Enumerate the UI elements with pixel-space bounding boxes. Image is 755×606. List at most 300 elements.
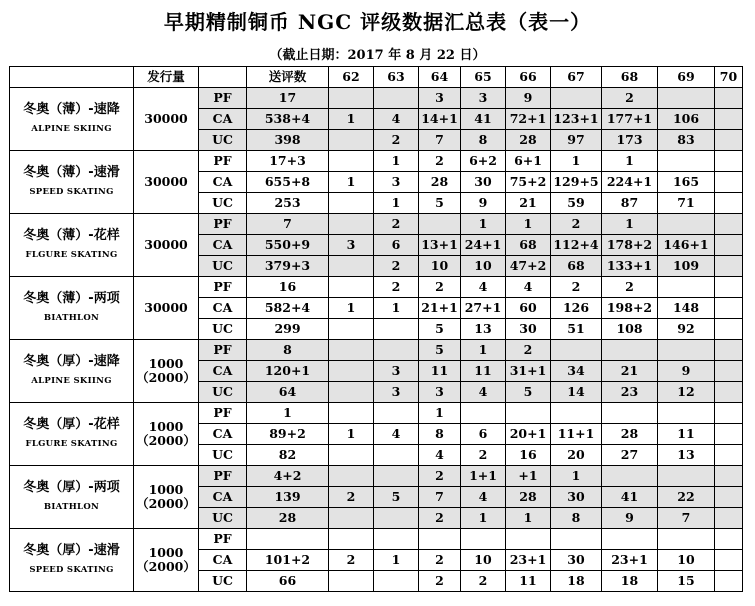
issue-cell: [134, 151, 199, 214]
year-count-cell: 1+1: [461, 466, 506, 487]
table-row: [10, 403, 743, 424]
year-count-cell: 22: [658, 487, 715, 508]
grade-label: PF: [199, 529, 247, 550]
header-grade-blank: [199, 67, 247, 88]
year-count-cell: 92: [658, 319, 715, 340]
grade-label: PF: [199, 340, 247, 361]
coin-name-cn: 冬奥（薄）-两项: [23, 290, 120, 306]
coin-name-en: SPEED SKATING: [29, 186, 114, 197]
issue-value: （2000）: [136, 496, 196, 511]
year-count-cell: 23+1: [506, 550, 551, 571]
issue-cell: [134, 466, 199, 529]
year-count-cell: 6: [461, 424, 506, 445]
year-count-cell: 2: [419, 550, 461, 571]
year-count-cell: 11: [461, 361, 506, 382]
coin-name-en: SPEED SKATING: [29, 564, 114, 575]
year-count-cell: 1: [506, 508, 551, 529]
year-count-cell: 27: [602, 445, 658, 466]
year-count-cell: [715, 550, 743, 571]
year-count-cell: 1: [602, 151, 658, 172]
year-count-cell: [715, 487, 743, 508]
grade-label: PF: [199, 466, 247, 487]
table-row: [10, 151, 743, 172]
year-count-cell: 21: [506, 193, 551, 214]
coin-name-en: FLGURE SKATING: [25, 438, 118, 449]
year-count-cell: 2: [551, 214, 602, 235]
year-count-cell: [374, 319, 419, 340]
total-cell: 16: [247, 277, 329, 298]
year-count-cell: 83: [658, 130, 715, 151]
ngc-data-table: [9, 66, 743, 592]
coin-name-cell: [10, 529, 134, 592]
year-count-cell: [329, 571, 374, 592]
year-count-cell: 4: [461, 487, 506, 508]
year-count-cell: 13: [461, 319, 506, 340]
year-count-cell: [715, 424, 743, 445]
total-cell: 655+8: [247, 172, 329, 193]
coin-name-cn: 冬奥（厚）-两项: [23, 479, 120, 495]
year-count-cell: 9: [506, 88, 551, 109]
year-count-cell: [374, 88, 419, 109]
year-count-cell: [374, 445, 419, 466]
issue-value: （2000）: [136, 370, 196, 385]
year-count-cell: 177+1: [602, 109, 658, 130]
year-count-cell: 123+1: [551, 109, 602, 130]
year-count-cell: 18: [602, 571, 658, 592]
issue-value: 1000: [148, 356, 184, 371]
year-count-cell: [658, 340, 715, 361]
total-cell: 398: [247, 130, 329, 151]
year-count-cell: 8: [551, 508, 602, 529]
year-count-cell: [461, 403, 506, 424]
year-count-cell: 129+5: [551, 172, 602, 193]
year-count-cell: 1: [374, 151, 419, 172]
year-count-cell: [602, 466, 658, 487]
year-count-cell: 1: [419, 403, 461, 424]
year-count-cell: 75+2: [506, 172, 551, 193]
issue-value: 1000: [148, 482, 184, 497]
year-count-cell: 87: [602, 193, 658, 214]
year-count-cell: 18: [551, 571, 602, 592]
year-count-cell: 4: [419, 445, 461, 466]
header-year: 63: [374, 67, 419, 88]
grade-label: CA: [199, 361, 247, 382]
year-count-cell: 3: [374, 361, 419, 382]
year-count-cell: 41: [602, 487, 658, 508]
year-count-cell: 1: [551, 151, 602, 172]
total-cell: 8: [247, 340, 329, 361]
year-count-cell: [715, 88, 743, 109]
year-count-cell: 2: [602, 88, 658, 109]
issue-value: （2000）: [136, 433, 196, 448]
grade-label: UC: [199, 193, 247, 214]
year-count-cell: 2: [461, 571, 506, 592]
issue-cell: [134, 340, 199, 403]
year-count-cell: 10: [461, 550, 506, 571]
year-count-cell: 3: [419, 382, 461, 403]
year-count-cell: 71: [658, 193, 715, 214]
issue-value: 30000: [144, 237, 188, 252]
grade-label: PF: [199, 214, 247, 235]
year-count-cell: [602, 403, 658, 424]
grade-label: PF: [199, 277, 247, 298]
grade-label: CA: [199, 487, 247, 508]
year-count-cell: [329, 151, 374, 172]
year-count-cell: 109: [658, 256, 715, 277]
coin-name-cn: 冬奥（薄）-速降: [23, 101, 120, 117]
year-count-cell: [419, 214, 461, 235]
year-count-cell: 1: [551, 466, 602, 487]
year-count-cell: 126: [551, 298, 602, 319]
year-count-cell: 47+2: [506, 256, 551, 277]
year-count-cell: 6+2: [461, 151, 506, 172]
total-cell: 7: [247, 214, 329, 235]
grade-label: PF: [199, 88, 247, 109]
year-count-cell: 28: [506, 130, 551, 151]
year-count-cell: +1: [506, 466, 551, 487]
year-count-cell: 198+2: [602, 298, 658, 319]
coin-name-cn: 冬奥（厚）-速滑: [23, 542, 120, 558]
table-row: [10, 529, 743, 550]
year-count-cell: 14: [551, 382, 602, 403]
year-count-cell: 11: [419, 361, 461, 382]
year-count-cell: [715, 214, 743, 235]
total-cell: [247, 529, 329, 550]
year-count-cell: 173: [602, 130, 658, 151]
issue-value: 30000: [144, 111, 188, 126]
header-year: 67: [551, 67, 602, 88]
coin-name-cell: [10, 466, 134, 529]
total-cell: 4+2: [247, 466, 329, 487]
year-count-cell: 9: [461, 193, 506, 214]
year-count-cell: 8: [461, 130, 506, 151]
year-count-cell: 23: [602, 382, 658, 403]
coin-name-en: BIATHLON: [43, 312, 100, 323]
year-count-cell: 10: [419, 256, 461, 277]
year-count-cell: 8: [419, 424, 461, 445]
year-count-cell: [551, 403, 602, 424]
year-count-cell: 13: [658, 445, 715, 466]
year-count-cell: 146+1: [658, 235, 715, 256]
year-count-cell: 133+1: [602, 256, 658, 277]
year-count-cell: [329, 319, 374, 340]
total-cell: 299: [247, 319, 329, 340]
header-year: 66: [506, 67, 551, 88]
year-count-cell: [602, 529, 658, 550]
year-count-cell: [329, 277, 374, 298]
year-count-cell: [551, 529, 602, 550]
coin-name-cell: [10, 340, 134, 403]
cutoff-date: （截止日期：2017 年 8 月 22 日）: [269, 48, 486, 63]
year-count-cell: 72+1: [506, 109, 551, 130]
year-count-cell: 2: [374, 214, 419, 235]
year-count-cell: 148: [658, 298, 715, 319]
total-cell: 253: [247, 193, 329, 214]
year-count-cell: 10: [658, 550, 715, 571]
header-year: 65: [461, 67, 506, 88]
header-row: [10, 67, 743, 88]
year-count-cell: [715, 172, 743, 193]
year-count-cell: 2: [374, 130, 419, 151]
year-count-cell: [329, 361, 374, 382]
year-count-cell: 21: [602, 361, 658, 382]
issue-cell: [134, 529, 199, 592]
year-count-cell: 112+4: [551, 235, 602, 256]
year-count-cell: 15: [658, 571, 715, 592]
total-cell: 82: [247, 445, 329, 466]
total-cell: 120+1: [247, 361, 329, 382]
year-count-cell: 24+1: [461, 235, 506, 256]
year-count-cell: 20: [551, 445, 602, 466]
coin-name-cell: [10, 151, 134, 214]
year-count-cell: [715, 109, 743, 130]
year-count-cell: [419, 529, 461, 550]
year-count-cell: [715, 193, 743, 214]
year-count-cell: 3: [329, 235, 374, 256]
coin-name-en: BIATHLON: [43, 501, 100, 512]
year-count-cell: 2: [461, 445, 506, 466]
total-cell: 17+3: [247, 151, 329, 172]
year-count-cell: 4: [461, 277, 506, 298]
year-count-cell: 28: [506, 487, 551, 508]
grade-label: CA: [199, 550, 247, 571]
issue-cell: [134, 214, 199, 277]
table-row: [10, 214, 743, 235]
year-count-cell: 2: [329, 487, 374, 508]
year-count-cell: [329, 382, 374, 403]
year-count-cell: 1: [461, 214, 506, 235]
year-count-cell: [329, 403, 374, 424]
total-cell: 101+2: [247, 550, 329, 571]
year-count-cell: 165: [658, 172, 715, 193]
year-count-cell: 2: [551, 277, 602, 298]
year-count-cell: 5: [419, 319, 461, 340]
total-cell: 89+2: [247, 424, 329, 445]
total-cell: 17: [247, 88, 329, 109]
issue-cell: [134, 277, 199, 340]
coin-name-cn: 冬奥（薄）-花样: [23, 227, 120, 243]
year-count-cell: 2: [374, 256, 419, 277]
year-count-cell: [658, 277, 715, 298]
year-count-cell: [715, 298, 743, 319]
coin-name-cell: [10, 214, 134, 277]
coin-name-en: FLGURE SKATING: [25, 249, 118, 260]
year-count-cell: 5: [374, 487, 419, 508]
year-count-cell: 1: [461, 508, 506, 529]
year-count-cell: [658, 466, 715, 487]
grade-label: UC: [199, 445, 247, 466]
year-count-cell: 1: [374, 193, 419, 214]
year-count-cell: [715, 235, 743, 256]
year-count-cell: 178+2: [602, 235, 658, 256]
year-count-cell: 108: [602, 319, 658, 340]
year-count-cell: 2: [374, 277, 419, 298]
header-blank: [10, 67, 134, 88]
year-count-cell: 2: [602, 277, 658, 298]
year-count-cell: [329, 256, 374, 277]
grade-label: UC: [199, 508, 247, 529]
year-count-cell: [506, 403, 551, 424]
year-count-cell: 1: [506, 214, 551, 235]
grade-label: UC: [199, 319, 247, 340]
header-year: 64: [419, 67, 461, 88]
year-count-cell: [374, 466, 419, 487]
year-count-cell: 3: [374, 172, 419, 193]
total-cell: 1: [247, 403, 329, 424]
year-count-cell: 4: [374, 424, 419, 445]
year-count-cell: 1: [602, 214, 658, 235]
year-count-cell: 30: [551, 550, 602, 571]
year-count-cell: 5: [419, 193, 461, 214]
year-count-cell: [658, 151, 715, 172]
header-issue: 发行量: [134, 67, 199, 88]
header-year: 62: [329, 67, 374, 88]
coin-name-cn: 冬奥（厚）-速降: [23, 353, 120, 369]
year-count-cell: [329, 529, 374, 550]
year-count-cell: [329, 130, 374, 151]
year-count-cell: [329, 193, 374, 214]
grade-label: CA: [199, 109, 247, 130]
year-count-cell: 13+1: [419, 235, 461, 256]
year-count-cell: 1: [374, 298, 419, 319]
year-count-cell: 5: [419, 340, 461, 361]
year-count-cell: 68: [506, 235, 551, 256]
issue-cell: [134, 403, 199, 466]
year-count-cell: [715, 277, 743, 298]
grade-label: UC: [199, 571, 247, 592]
year-count-cell: 5: [506, 382, 551, 403]
year-count-cell: 1: [461, 340, 506, 361]
year-count-cell: 9: [658, 361, 715, 382]
grade-label: CA: [199, 424, 247, 445]
year-count-cell: [374, 571, 419, 592]
year-count-cell: 30: [461, 172, 506, 193]
year-count-cell: [374, 529, 419, 550]
year-count-cell: 1: [329, 172, 374, 193]
total-cell: 538+4: [247, 109, 329, 130]
grade-label: CA: [199, 235, 247, 256]
issue-value: 30000: [144, 300, 188, 315]
year-count-cell: 16: [506, 445, 551, 466]
grade-label: CA: [199, 298, 247, 319]
year-count-cell: 11+1: [551, 424, 602, 445]
year-count-cell: 21+1: [419, 298, 461, 319]
year-count-cell: 68: [551, 256, 602, 277]
year-count-cell: [715, 361, 743, 382]
year-count-cell: [329, 88, 374, 109]
year-count-cell: [329, 466, 374, 487]
year-count-cell: [715, 130, 743, 151]
coin-name-en: ALPINE SKIING: [31, 123, 112, 134]
year-count-cell: [551, 88, 602, 109]
year-count-cell: 6: [374, 235, 419, 256]
table-row: [10, 277, 743, 298]
year-count-cell: 41: [461, 109, 506, 130]
year-count-cell: 2: [419, 277, 461, 298]
year-count-cell: 2: [419, 508, 461, 529]
total-cell: 66: [247, 571, 329, 592]
table-row: [10, 88, 743, 109]
coin-name-cell: [10, 88, 134, 151]
issue-value: 1000: [148, 545, 184, 560]
total-cell: 379+3: [247, 256, 329, 277]
year-count-cell: 4: [506, 277, 551, 298]
total-cell: 28: [247, 508, 329, 529]
year-count-cell: 30: [551, 487, 602, 508]
issue-value: 30000: [144, 174, 188, 189]
year-count-cell: 11: [506, 571, 551, 592]
year-count-cell: 1: [374, 550, 419, 571]
year-count-cell: 14+1: [419, 109, 461, 130]
header-year: 70: [715, 67, 743, 88]
year-count-cell: [715, 382, 743, 403]
year-count-cell: 4: [374, 109, 419, 130]
year-count-cell: 27+1: [461, 298, 506, 319]
year-count-cell: 31+1: [506, 361, 551, 382]
year-count-cell: [658, 88, 715, 109]
header-year: 69: [658, 67, 715, 88]
year-count-cell: 51: [551, 319, 602, 340]
year-count-cell: 2: [419, 151, 461, 172]
table-row: [10, 466, 743, 487]
issue-value: 1000: [148, 419, 184, 434]
year-count-cell: 3: [419, 88, 461, 109]
year-count-cell: 4: [461, 382, 506, 403]
total-cell: 550+9: [247, 235, 329, 256]
coin-name-en: ALPINE SKIING: [31, 375, 112, 386]
year-count-cell: 10: [461, 256, 506, 277]
year-count-cell: 11: [658, 424, 715, 445]
year-count-cell: 28: [419, 172, 461, 193]
year-count-cell: [715, 340, 743, 361]
year-count-cell: 7: [419, 487, 461, 508]
year-count-cell: 34: [551, 361, 602, 382]
grade-label: CA: [199, 172, 247, 193]
year-count-cell: 60: [506, 298, 551, 319]
coin-name-cn: 冬奥（厚）-花样: [23, 416, 120, 432]
year-count-cell: 2: [419, 571, 461, 592]
grade-label: UC: [199, 256, 247, 277]
coin-name-cn: 冬奥（薄）-速滑: [23, 164, 120, 180]
table-row: [10, 340, 743, 361]
year-count-cell: 28: [602, 424, 658, 445]
year-count-cell: [461, 529, 506, 550]
page-title: 早期精制铜币 NGC 评级数据汇总表（表一）: [163, 10, 592, 34]
year-count-cell: [374, 340, 419, 361]
year-count-cell: [715, 256, 743, 277]
year-count-cell: [329, 340, 374, 361]
grade-label: PF: [199, 403, 247, 424]
year-count-cell: 20+1: [506, 424, 551, 445]
year-count-cell: [715, 151, 743, 172]
year-count-cell: 3: [461, 88, 506, 109]
year-count-cell: [329, 445, 374, 466]
year-count-cell: 59: [551, 193, 602, 214]
year-count-cell: 1: [329, 109, 374, 130]
year-count-cell: [506, 529, 551, 550]
coin-name-cell: [10, 403, 134, 466]
year-count-cell: [715, 529, 743, 550]
year-count-cell: 30: [506, 319, 551, 340]
total-cell: 139: [247, 487, 329, 508]
year-count-cell: [715, 466, 743, 487]
year-count-cell: [715, 445, 743, 466]
grade-label: UC: [199, 130, 247, 151]
year-count-cell: [658, 214, 715, 235]
year-count-cell: 6+1: [506, 151, 551, 172]
issue-value: （2000）: [136, 559, 196, 574]
total-cell: 582+4: [247, 298, 329, 319]
